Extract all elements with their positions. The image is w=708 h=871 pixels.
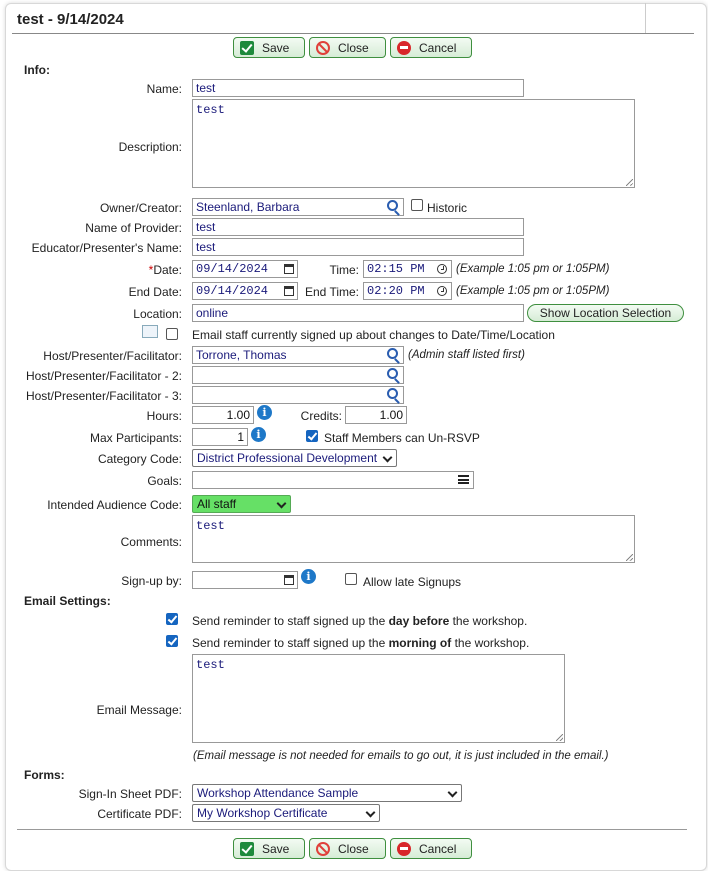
clock-icon[interactable] — [437, 286, 447, 296]
reminder-day-before-label: Send reminder to staff signed up the day before the workshop. — [192, 614, 528, 628]
name-label: Name: — [146, 82, 182, 96]
envelope-icon — [142, 325, 158, 338]
section-info: Info: — [24, 63, 50, 77]
hamburger-icon[interactable] — [458, 475, 469, 484]
time-input[interactable]: 02:15 PM — [363, 260, 452, 278]
provider-label: Name of Provider: — [85, 221, 182, 235]
reminder-morning-checkbox[interactable] — [166, 635, 178, 647]
signup-by-input[interactable] — [192, 571, 298, 589]
late-signups-label: Allow late Signups — [363, 575, 462, 589]
magnifier-icon[interactable] — [387, 388, 398, 399]
reminder-day-before-checkbox[interactable] — [166, 613, 178, 625]
save-button[interactable]: Save — [233, 37, 305, 58]
signin-pdf-label: Sign-In Sheet PDF: — [78, 787, 182, 801]
dialog-title: test - 9/14/2024 — [17, 11, 124, 28]
calendar-icon[interactable] — [284, 264, 294, 274]
host1-note: (Admin staff listed first) — [408, 349, 525, 361]
credits-label: Credits: — [300, 409, 342, 423]
magnifier-icon[interactable] — [387, 348, 398, 359]
chevron-down-icon — [277, 499, 287, 509]
close-button[interactable]: Close — [309, 37, 386, 58]
title-divider — [12, 33, 694, 34]
presenter-name-input[interactable]: test — [192, 238, 524, 256]
signup-by-label: Sign-up by: — [121, 574, 182, 588]
magnifier-icon[interactable] — [387, 368, 398, 379]
host3-label: Host/Presenter/Facilitator - 3: — [25, 389, 182, 403]
late-signups-checkbox[interactable] — [345, 573, 357, 585]
end-date-label: End Date: — [128, 285, 182, 299]
comments-label: Comments: — [120, 535, 182, 549]
time-example-note: (Example 1:05 pm or 1:05PM) — [456, 263, 610, 275]
description-textarea[interactable]: test — [192, 99, 635, 188]
section-forms: Forms: — [24, 768, 65, 782]
end-date-input[interactable]: 09/14/2024 — [192, 282, 298, 300]
no-entry-icon — [316, 41, 330, 55]
cancel-button-bottom[interactable]: Cancel — [390, 838, 472, 859]
chevron-down-icon — [383, 453, 393, 463]
location-input[interactable]: online — [192, 304, 524, 322]
unrsvp-label: Staff Members can Un-RSVP — [324, 431, 480, 445]
close-button-bottom[interactable]: Close — [309, 838, 386, 859]
email-message-textarea[interactable]: test — [192, 654, 565, 743]
category-label: Category Code: — [97, 452, 182, 466]
calendar-icon[interactable] — [284, 286, 294, 296]
clock-icon[interactable] — [437, 264, 447, 274]
audience-label: Intended Audience Code: — [47, 498, 182, 512]
location-label: Location: — [133, 307, 182, 321]
time-label: Time: — [329, 263, 359, 277]
historic-checkbox[interactable] — [411, 199, 423, 211]
goals-input[interactable] — [192, 471, 474, 489]
unrsvp-checkbox[interactable] — [306, 430, 318, 442]
goals-label: Goals: — [147, 474, 182, 488]
email-changes-label: Email staff currently signed up about changes to Date/Time/Location — [192, 328, 555, 342]
historic-label: Historic — [427, 201, 468, 215]
no-entry-icon — [316, 842, 330, 856]
info-icon[interactable]: i — [251, 427, 266, 442]
minus-circle-icon — [397, 41, 411, 55]
email-message-label: Email Message: — [96, 703, 182, 717]
reminder-morning-label: Send reminder to staff signed up the morning of the workshop. — [192, 636, 530, 650]
end-time-example-note: (Example 1:05 pm or 1:05PM) — [456, 285, 610, 297]
category-select[interactable]: District Professional Development — [192, 449, 397, 467]
section-email-settings: Email Settings: — [24, 594, 111, 608]
chevron-down-icon — [366, 808, 376, 818]
host1-label: Host/Presenter/Facilitator: — [43, 349, 182, 363]
check-icon — [240, 842, 254, 856]
max-participants-label: Max Participants: — [89, 431, 182, 445]
title-separator — [645, 3, 646, 33]
host2-label: Host/Presenter/Facilitator - 2: — [25, 369, 182, 383]
cancel-button[interactable]: Cancel — [390, 37, 472, 58]
show-location-selection-button[interactable]: Show Location Selection — [527, 304, 684, 322]
minus-circle-icon — [397, 842, 411, 856]
chevron-down-icon — [448, 788, 458, 798]
max-participants-input[interactable]: 1 — [192, 428, 248, 446]
magnifier-icon[interactable] — [387, 200, 398, 211]
audience-select[interactable]: All staff — [192, 495, 291, 513]
date-input[interactable]: 09/14/2024 — [192, 260, 298, 278]
email-message-note: (Email message is not needed for emails to go out, it is just included in the email.) — [193, 750, 609, 762]
footer-divider — [17, 829, 687, 830]
certificate-pdf-select[interactable]: My Workshop Certificate — [192, 804, 380, 822]
presenter-name-label: Educator/Presenter's Name: — [31, 241, 182, 255]
description-label: Description: — [118, 140, 182, 154]
host3-input[interactable] — [192, 386, 404, 404]
end-time-input[interactable]: 02:20 PM — [363, 282, 452, 300]
comments-textarea[interactable]: test — [192, 515, 635, 563]
provider-input[interactable]: test — [192, 218, 524, 236]
host2-input[interactable] — [192, 366, 404, 384]
info-icon[interactable]: i — [301, 569, 316, 584]
email-changes-checkbox[interactable] — [166, 328, 178, 340]
certificate-pdf-label: Certificate PDF: — [97, 807, 182, 821]
owner-label: Owner/Creator: — [99, 201, 182, 215]
hours-label: Hours: — [146, 409, 182, 423]
info-icon[interactable]: i — [257, 405, 272, 420]
end-time-label: End Time: — [304, 285, 359, 299]
owner-input[interactable]: Steenland, Barbara — [192, 198, 404, 216]
signin-pdf-select[interactable]: Workshop Attendance Sample — [192, 784, 462, 802]
host1-input[interactable]: Torrone, Thomas — [192, 346, 404, 364]
check-icon — [240, 41, 254, 55]
required-marker: * — [148, 263, 154, 277]
hours-input[interactable]: 1.00 — [192, 406, 254, 424]
calendar-icon[interactable] — [284, 575, 294, 585]
save-button-bottom[interactable]: Save — [233, 838, 305, 859]
date-label: *Date: — [148, 263, 182, 277]
credits-input[interactable]: 1.00 — [345, 406, 407, 424]
name-input[interactable]: test — [192, 79, 524, 97]
